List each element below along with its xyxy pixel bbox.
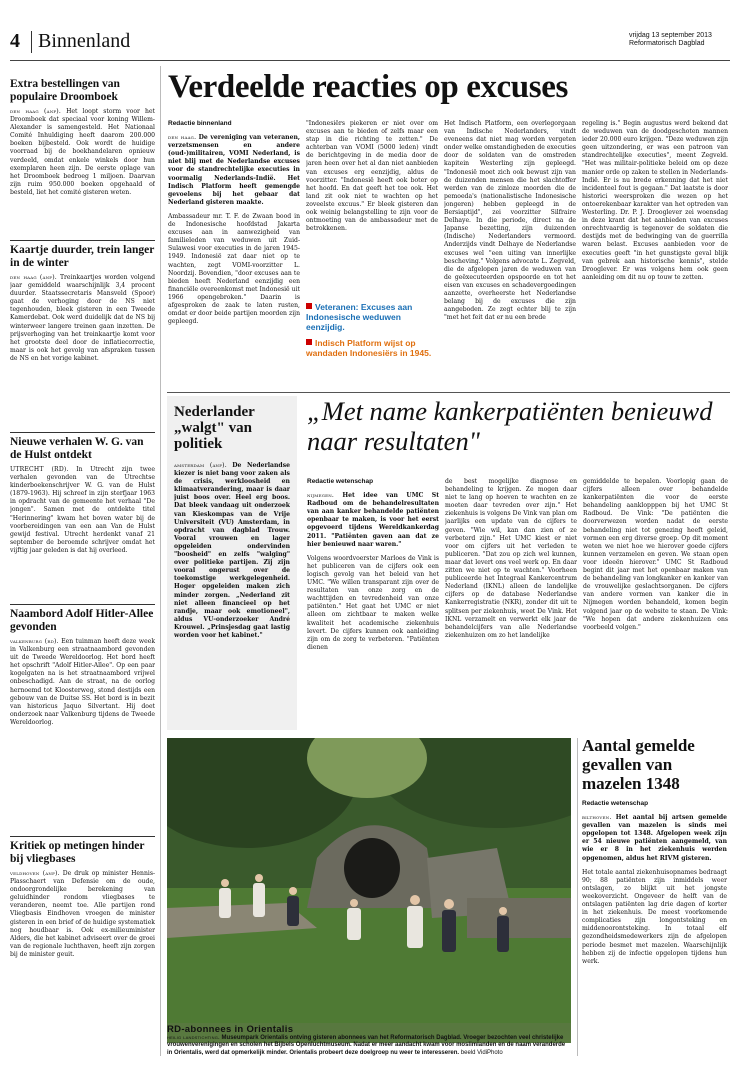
cancer-article-col3: gemiddelde te bepalen. Voorlopig gaan de cijfers alleen over behandelde kankerpatiënten die voor de eerste behandeling aanklopppen bij het UMC St Radboud. De Vink: "De patiënten die doorverwezen worden nadat de eerste behandeling niet tot genezing heeft geleid, vormen een erg diverse groep. Op dit moment weten we niet hoe we hierover goede cijfers kunnen verzamelen en geven. We staan open voor ideeën hierover." UMC St Radboud begint dit jaar met het openbaar maken van de behandeling van longkanker en kanker van de vrouwelijke geslachtsorganen. De cijfers van andere vormen van kanker die in Nijmegen worden behandeld, komen begin volgend jaar op de website te staan. De Vink: "We hopen dat andere ziekenhuizen ons voorbeeld volgen." [583,478,728,631]
highlight-text: Indisch Platform wijst op wandaden Indonesiërs in 1945. [306,338,432,358]
caption-title: RD-abonnees in Orientalis [167,1024,294,1035]
measles-divider [577,738,578,1056]
issue-date: vrijdag 13 september 2013 [629,32,712,39]
dateline: den haag (anp). [10,274,57,281]
dateline: veldhoven (anp). [10,870,60,877]
main-article-col2: "Indonesiërs piekeren er niet over om excuses aan te bieden of zelfs maar een stap in die richting te zetten." De achterban van VOMI (5000 leden) vindt de berichtgeving in de media door de jaren heen over het al dan niet aanbieden van excuses erg eenzijdig, aldus de voorzitter. "Indonesië heeft ook boter op het hoofd. En dat geeft het toe ook. Het land zit ook niet te wachten op het zoveelste excuus." Er bleek gisteren dan ook weinig belangstelling te zijn voor de ontmoeting van de ambassadeur met de betrokkenen. [306,120,438,233]
body-text: Volgens woordvoerster Marloes de Vink is het publiceren van de cijfers ook een logisch gevolg van het beleid van het UMC. "We willen transparant zijn over de resultaten van onze zorg en de wachttijden en tevredenheid van onze patiënten." Het gaat het UMC er niet alleen om zichtbaar te maken welke kwaliteit het academische ziekenhuis levert. De cijfers kunnen ook aanleiding zijn om de zorg te verbeteren. "Patiënten dienen [307,554,439,651]
article-headline: Extra bestellingen van populaire Droomboek [10,78,120,103]
sidebar-article-van-de-hulst [10,432,155,602]
photo-credit: beeld VidiPhoto [460,1049,503,1056]
body-text: Treinkaartjes worden volgend jaar gemiddeld waarschijnlijk 3,4 procent duurder. Staatssecretaris Mansveld (Spoor) gaat de verhoging door de NS niet tegenhouden, bleek gisteren in een Tweede Kamerdebat. Ook werd duidelijk dat de NS bij winterweer langere treinen gaan inzetten. De prijsverhoging van het treinkaartje komt voor het grootste deel door de inflatiecorrectie, maar is ook het gevolg van afspraken tussen de NS en het vorige kabinet. [10,274,155,362]
lead-text: Het aantal bij artsen gemelde gevallen van mazelen is sinds mei opgelopen tot 1348. Afgelopen week zijn er 54 nieuwe patiënten aangemeld, van wie er 8 in het ziekenhuis werden opgenomen, aldus het RIVM gisteren. [582,814,727,862]
measles-headline: Aantal gemelde gevallen van mazelen 1348 [582,736,695,793]
header-divider [31,31,32,53]
page-number: 4 [10,30,20,52]
highlight-square-icon [306,339,312,345]
highlight-indisch-platform [306,338,438,358]
sidebar-article-naambord [10,604,155,800]
box-content [167,396,297,745]
article-body [10,108,155,197]
dateline: nijmegen. [307,492,335,500]
body-text: Het loopt storm voor het Droomboek dat speciaal voor koning Willem-Alexander is samengesteld. Het Nationaal Comité Inhuldiging heeft daarom 200.000 boeken bijbesteld. Ook wordt de huidige voorraad bij de boekhandelaren opnieuw verdeeld, omdat enkele winkels door hun exemplaren heen zijn. De eerste oplage van het Droomboek bedroeg 1 miljoen. Daarvan zijn ruim 950.000 boeken opgehaald of besteld, liet het comité gisteren weten. [10,108,155,196]
byline: Redactie wetenschap [307,478,374,485]
body-text: Het totale aantal ziekenhuisopnames bedraagt 90; 88 patiënten zijn inmiddels weer ontslagen, zo blijkt uit het jongste weekoverzicht. Ongeveer de helft van de ontslagen patiënten lag drie dagen of korter in het ziekenhuis. De meest voorkomende complicaties zijn longontsteking en middenoorontsteking. In totaal elf gezondheidsmedewerkers zijn de afgelopen periode besmet met mazelen. Waarschijnlijk hebben zij de infectie opgelopen tijdens hun werk. [582,868,727,965]
body-text: Een tuinman heeft deze week in Valkenburg een straatnaambord gevonden uit de Tweede Wereldoorlog. Het bord heeft het opschrift "Adolf Hitler-Allee". Op een paar kogelgaten na is het straatnaambord vrijwel onbeschadigd. Aan de straat, na de oorlog hernoemd tot Kloosterweg, stond destijds een gebouw van de Duitse SS. Het bord is in bezit van historicus Jaquo Silvertant. Hij doet onderzoek naar Valkenburg tijdens de Tweede Wereldoorlog. [10,638,155,726]
article-body [10,466,155,555]
sidebar-article-vliegbases [10,836,155,1054]
article-headline: Naambord Adolf Hitler-Allee gevonden [10,608,154,633]
section-rule [167,392,730,393]
main-article-col1 [168,120,300,390]
article-headline: Kritiek op metingen hinder bij vliegbases [10,840,145,865]
highlight-quotes [306,302,438,358]
dateline: den haag (anp). [10,108,62,115]
caption-body: Museumpark Orientalis ontving gisteren abonnees van het Reformatorisch Dagblad. Vroeger bezochten veel christelijke vrouwenverenigingen en scholen het Bijbels Openluchtmuseum. Nadat er meer aandacht kwam voor moslimlanden en de naam veranderde in Orientalis, werd dat opmerkelijk minder. Orientalis probeert deze doelgroep nu weer te interesseren. [167,1035,566,1056]
article-headline: Nieuwe verhalen W. G. van de Hulst ontdekt [10,436,144,461]
caption-dateline: heilig landstichting. [167,1035,220,1041]
cancer-headline: „Met name kankerpatiënten benieuwd naar resultaten" [307,396,713,456]
highlight-square-icon [306,303,312,309]
photo-illustration [167,738,571,1023]
dateline: amsterdam (anp). [174,462,227,469]
article-body [10,274,155,363]
dateline: bilthoven. [582,814,612,822]
paper-name: Reformatorisch Dagblad [629,40,705,47]
main-headline: Verdeelde reacties op excuses [168,69,568,105]
box-text: De Nederlandse kiezer is niet bang voor zaken als de crisis, werkloosheid en klimaatverandering, maar is daar juist boos over. Heel erg boos. Dat bleek vandaag uit onderzoek van Kieskompas van de Vrije Universiteit (VU) Amsterdam, in opdracht van dagblad Trouw. Vooral vrouwen en lager opgeleiden ondervinden "boosheid" en zelfs "walging" over politieke partijen. Zij zijn vooral ongerust over de toekomstige werkgelegenheid. Hoger opgeleiden maken zich minder zorgen. „Nederland zit niet alleen financieel op het randje, maar ook emotioneel", aldus VU-onderzoeker André Krouwel. „Prinsjesdag gaat lastig worden voor het kabinet." [174,462,290,639]
lead-text: De vereniging van veteranen, verzetsmensen en andere (oud-)militairen, VOMI Nederland, is niet blij met de Nederlandse excuses voor de standrechtelijke executies in voormalig Nederlands-Indië. Het Indisch Platform heeft gemengde gevoelens bij het gebaar dat Nederland gisteren maakte. [168,134,300,206]
header-rule [10,60,730,61]
article-headline: Kaartje duurder, trein langer in de winter [10,244,155,269]
sidebar-box-politiek [167,396,297,730]
cancer-article-col2: de best mogelijke diagnose en behandeling te krijgen. Ze mogen daar niet te lang op hoeven te wachten en ze moeten daar tevreden over zijn." Het ziekenhuis is volgens De Vink van plan om jaarlijks een update van de cijfers te geven. "Wie wil, kan dan zien of ze verbeterd zijn." Het UMC kiest er niet voor om cijfers uit het verleden te publiceren. "Dat zou op zich wel kunnen, maar dat levert ons veel werk op. En daar zitten we niet op te wachten." Voorheen publiceerde het Integraal Kankercentrum Nederland (IKNL) alleen de landelijke cijfers op de database Nederlandse Kankerregistratie (NKR), zonder dit uit te splitsen per ziekenhuis, weet De Vink. Het IKNL verzamelt en verwerkt elk jaar de behandelcijfers van alle Nederlandse ziekenhuizen om zo het landelijke [445,478,577,639]
sidebar-article-droomboek [10,78,155,236]
dateline: valkenburg (rd). [10,638,59,645]
highlight-veteranen [306,302,438,332]
measles-article-body [582,800,727,1056]
sidebar-article-trein [10,240,155,432]
article-body [10,870,155,959]
caption-text [167,1035,571,1057]
article-body [10,638,155,727]
section-title: Binnenland [38,30,131,52]
body-text: In Utrecht zijn twee verhalen gevonden van de Utrechtse kinderboekenschrijver W. G. van de Hulst (1879-1963). Hij schreef in zijn sterfjaar 1963 in opdracht van de gemeente het verhaal "De jongen". Samen met de ontdekte titel "Herinnering" kwam het boven water bij de voorbereidingen van een aan Van de Hulst gewijd festival. Utrecht herdenkt vanaf 21 september de beroemde schrijver omdat het vijftig jaar geleden is dat hij overleed. [10,466,155,554]
byline: Redactie wetenschap [582,800,649,807]
cancer-article-col1 [307,478,439,730]
highlight-text: Veteranen: Excuses aan Indonesische weduwen eenzijdig. [306,302,413,332]
photo-caption [167,1024,571,1057]
box-body [174,462,290,737]
lead-text: Het idee van UMC St Radboud om de behandelresultaten van aan kanker behandelde patiënten openbaar te maken, is voor het eerst opgevoerd tijdens Wereldkankerdag 2011. "Patiënten gaven aan dat ze hier benieuwd naar waren." [307,492,439,548]
box-headline: Nederlander „walgt" van politiek [174,404,255,452]
body-text: Ambassadeur mr. T. F. de Zwaan bood in de Indonesische hoofdstad Jakarta excuses aan in aanwezigheid van familieleden van weduwen uit Zuid-Sulawesi voor executies in de jaren 1945-1949. Indonesië zat daar niet op te wachten, zegt VOMI-voorzitter L. Noordzij. Bovendien, "door excuses aan te bieden heeft Nederland eenzijdig een financiële overeenkomst met Indonesië uit 1966 opengebroken." Daarin is afgesproken de zaak te laten rusten, omdat er door beide partijen moorden zijn gepleegd. [168,212,300,326]
header-dateline [629,32,724,48]
body-text: De druk op minister Hennis-Plasschaert van Defensie om de oude, ondoorgrondelijke berekening van geluidhinder rondom vliegbases te veranderen, neemt toe. Alle partijen rond Vliegbasis Eindhoven vroegen de minister gisteren in een brief of de huidige systematiek nog houdbaar is. Ook ex-milieuminister Alders, die het kabinet adviseert over de groei van de regionale luchthaven, heeft zijn zorgen bij de minister geuit. [10,870,155,958]
main-article-col3: Het Indisch Platform, een overlegorgaan van Indische Nederlanders, vindt eveneens dat niet mag worden vergeten onder welke omstandigheden de executies door de soldaten van de omstreden kapitein Westerling zijn gepleegd. "Indonesië moet zich ook bewust zijn van de duizenden mensen die het slachtoffer werden van de zinloze moorden die de pemoeda's (nationalistische Indonesische jongeren) hebben gepleegd in de Bersiaptijd", zei voorzitter Silfraire Delhaye. In die periode, direct na de Japanse bezetting, zijn duizenden (Indische) Nederlanders vermoord. Anderzijds vindt Delhaye de Nederlandse excuses wel "een uiting van innerlijke bescheving." Volgens advocate L. Zegveld, die de afgelopen jaren de weduwen van de geëxecuteerden opspoorde en tot het eisen van excuses en schadevergoedingen aanzette, overheerste het Nederlandse belang bij de excuses die zijn aangeboden. Ze zegt echter blij te zijn "met het feit dat er nu een brede [444,120,576,322]
byline: Redactie binnenland [168,120,232,127]
sidebar-divider [160,66,161,1056]
dateline: den haag. [168,134,197,142]
dateline: UTRECHT (RD). [10,466,69,473]
orientalis-photo [167,738,571,1043]
main-article-col4: regeling is." Begin augustus werd bekend dat de weduwen van de doodgeschoten mannen ieder 20.000 euro krijgen. "Deze weduwen zijn geen uitzondering, er was een patroon van standrechtelijke executies", meent Zegveld. "Het was militair-politieke beleid om op deze manier orde op zaken te stellen in Nederlands-Indië. Er is nu brede erkenning dat het niet incidenteel fout is gegaan." Dat laatste is door historici weersproken die wezen op het ontoerekenbaar karakter van het optreden van Westerling. Dr. P. J. Drooglever zei woensdag in deze krant dat het aanbieden van excuses onrechtvaardig is tegenover de soldaten die destijds met de bedwinging van de guerrilla waren belast. Excuses aanbieden voor de executies geeft "in het gunstigste geval blijk van gebrek aan historische kennis", stelde Drooglever. Er was volgens hem ook geen aanleiding om dit nu op touw te zetten. [582,120,728,281]
